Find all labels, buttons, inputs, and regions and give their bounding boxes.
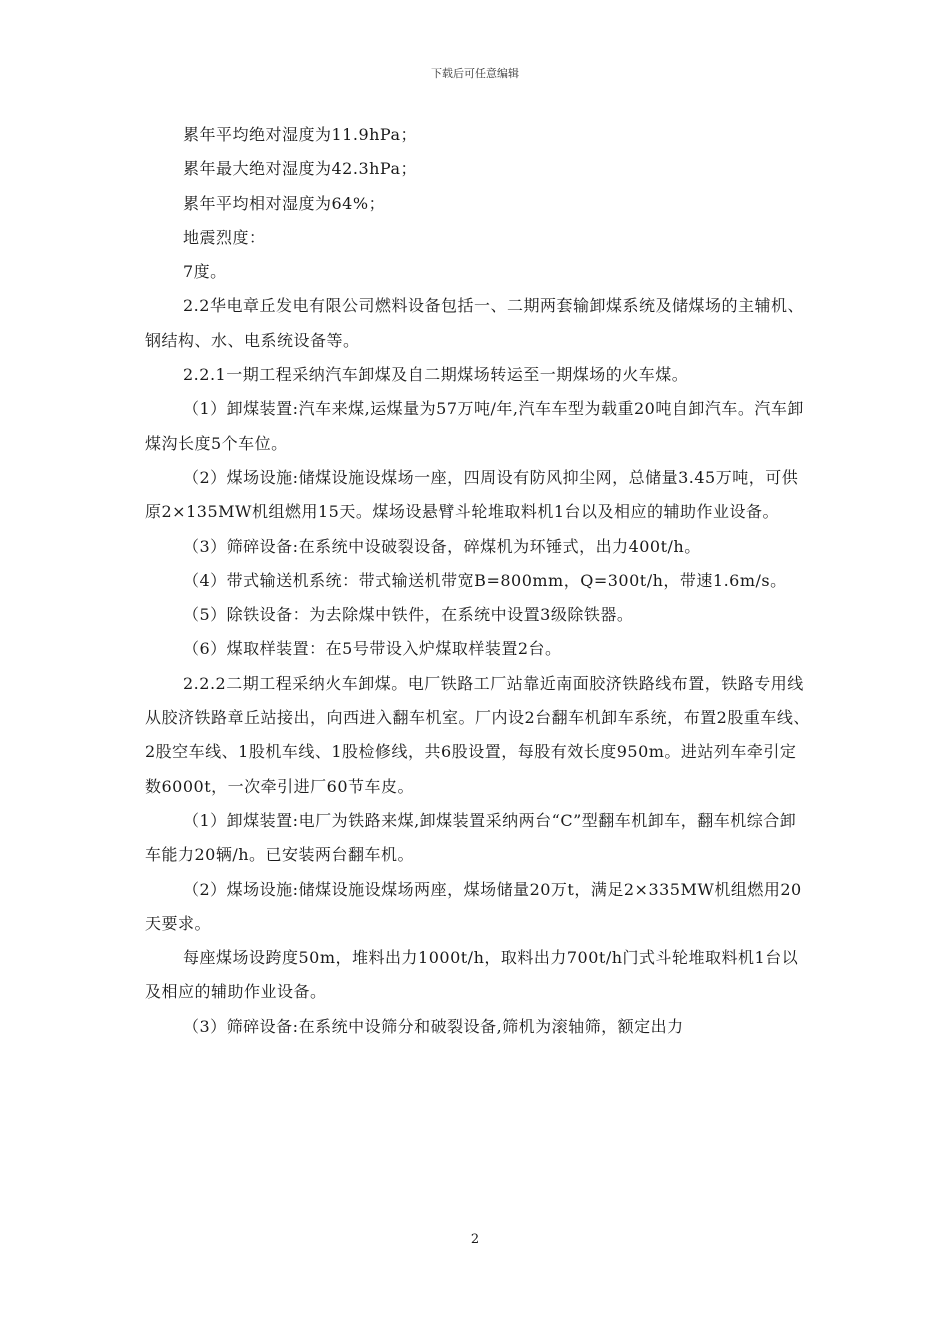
- paragraph: （4）带式输送机系统：带式输送机带宽B=800mm，Q=300t/h，带速1.6m/s。: [183, 570, 787, 590]
- paragraph: 2.2.2二期工程采纳火车卸煤。电厂铁路工厂站靠近南面胶济铁路线布置，铁路专用线从胶济铁路章丘站接出，向西进入翻车机室。厂内设2台翻车机卸车系统，布置2股重车线、2股空车线、1股机车线、1股检修线，共6股设置，每股有效长度950m。进站列车牵引定数6000t，一次牵引进厂60节车皮。: [145, 673, 810, 796]
- paragraph: 累年最大绝对湿度为42.3hPa；: [183, 159, 418, 179]
- paragraph: 7度。: [183, 262, 227, 282]
- paragraph: （2）煤场设施:储煤设施设煤场两座，煤场储量20万t，满足2×335MW机组燃用20天要求。: [145, 879, 802, 933]
- paragraph: （1）卸煤装置:汽车来煤,运煤量为57万吨/年,汽车车型为载重20吨自卸汽车。汽车卸煤沟长度5个车位。: [145, 399, 804, 453]
- page-number: 2: [470, 1232, 480, 1247]
- paragraph: 累年平均相对湿度为64%；: [183, 193, 386, 213]
- paragraph: 地震烈度：: [183, 227, 266, 247]
- paragraph: （1）卸煤装置:电厂为铁路来煤,卸煤装置采纳两台“C”型翻车机卸车，翻车机综合卸车能力20辆/h。已安装两台翻车机。: [145, 810, 797, 865]
- paragraph: （5）除铁设备：为去除煤中铁件，在系统中设置3级除铁器。: [183, 605, 634, 625]
- paragraph: 每座煤场设跨度50m，堆料出力1000t/h，取料出力700t/h门式斗轮堆取料机1台以及相应的辅助作业设备。: [145, 948, 799, 1002]
- paragraph: 2.2华电章丘发电有限公司燃料设备包括一、二期两套输卸煤系统及储煤场的主辅机、钢结构、水、电系统设备等。: [145, 296, 804, 350]
- paragraph: （6）煤取样装置：在5号带设入炉煤取样装置2台。: [183, 639, 562, 659]
- paragraph: （2）煤场设施:储煤设施设煤场一座，四周设有防风抑尘网，总储量3.45万吨，可供原2×135MW机组燃用15天。煤场设悬臂斗轮堆取料机1台以及相应的辅助作业设备。: [145, 467, 799, 522]
- paragraph: （3）筛碎设备:在系统中设筛分和破裂设备,筛机为滚轴筛，额定出力: [183, 1016, 684, 1036]
- document-body: [145, 118, 810, 1044]
- paragraph: 2.2.1一期工程采纳汽车卸煤及自二期煤场转运至一期煤场的火车煤。: [183, 365, 689, 385]
- paragraph: （3）筛碎设备:在系统中设破裂设备，碎煤机为环锤式，出力400t/h。: [183, 536, 701, 556]
- paragraph: 累年平均绝对湿度为11.9hPa；: [183, 125, 418, 144]
- page-header: 下载后可任意编辑: [431, 67, 519, 80]
